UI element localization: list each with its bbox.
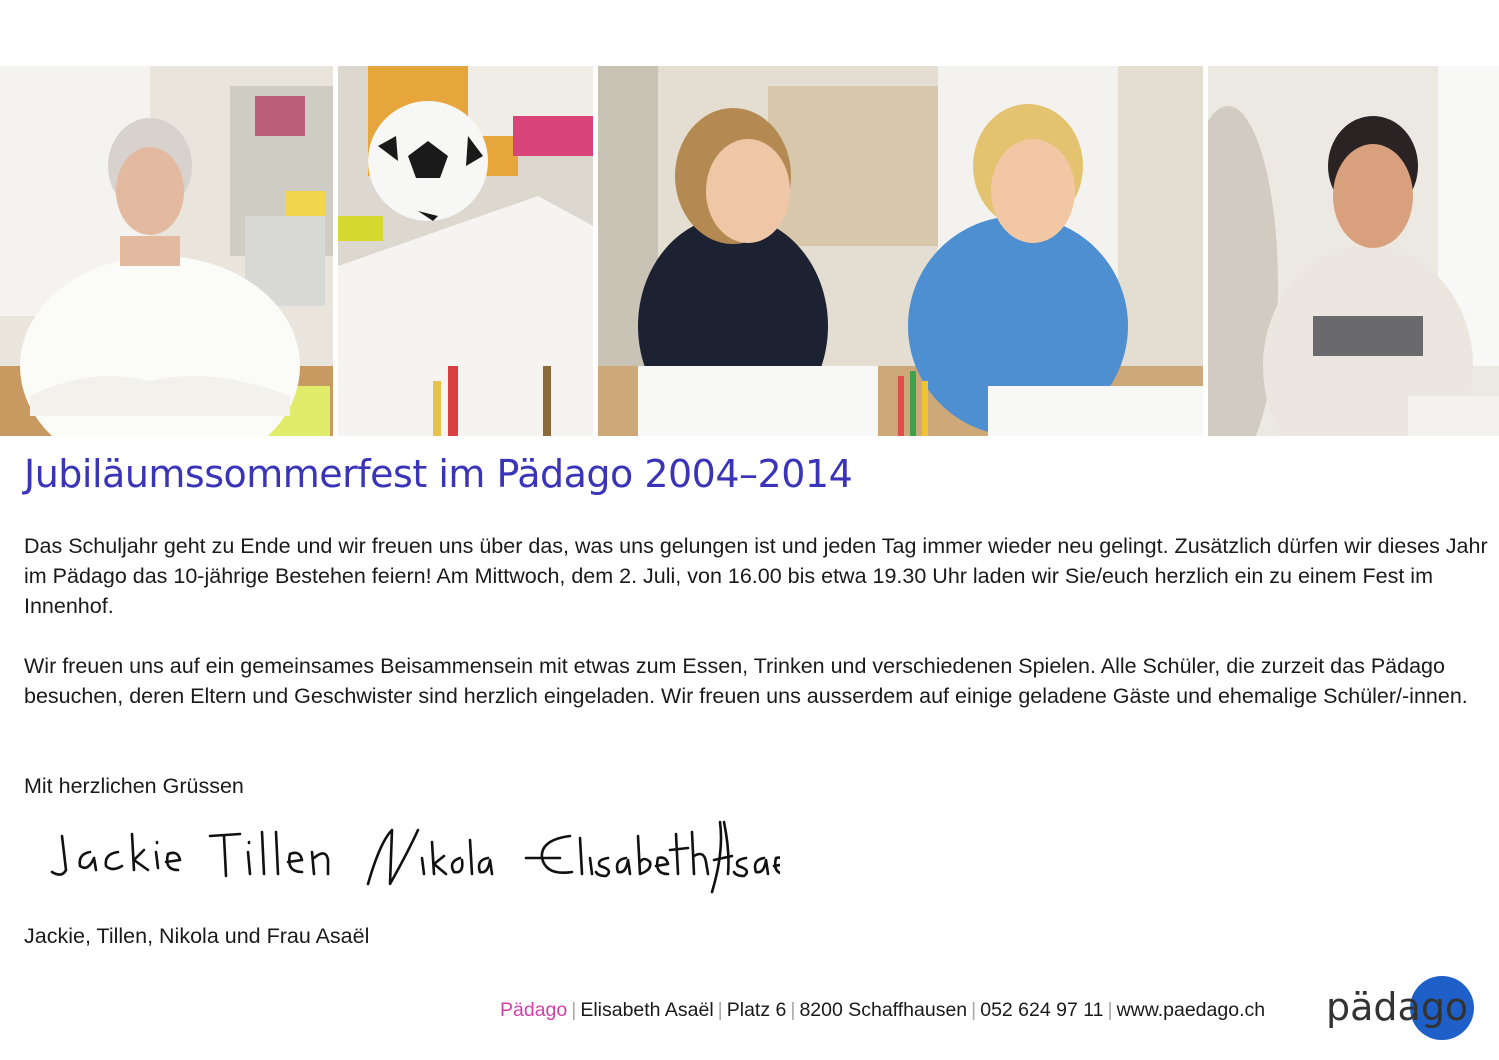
footer-separator: |	[971, 999, 977, 1021]
signature-elisabeth-asael	[526, 822, 780, 892]
photo-strip	[0, 66, 1499, 436]
footer-phone: 052 624 97 11	[980, 999, 1104, 1021]
footer-separator: |	[571, 999, 577, 1021]
footer-brand: Pädago	[500, 999, 568, 1021]
logo-text: pädago	[1326, 985, 1469, 1029]
smiling-young-man-photo	[1208, 66, 1499, 436]
signers-names: Jackie, Tillen, Nikola und Frau Asaël	[24, 924, 370, 948]
signature-nikola	[368, 830, 492, 884]
footer-city: 8200 Schaffhausen	[799, 999, 968, 1021]
teacher-portrait-photo	[0, 66, 333, 436]
footer-contact	[500, 999, 1265, 1022]
footer-website[interactable]: www.paedago.ch	[1116, 999, 1266, 1021]
paedago-logo	[1322, 974, 1482, 1040]
page-title: Jubiläumssommerfest im Pädago 2004–2014	[24, 452, 853, 496]
footer-separator: |	[717, 999, 723, 1021]
football-and-worksheet-photo	[338, 66, 593, 436]
details-paragraph: Wir freuen uns auf ein gemeinsames Beisammensein mit etwas zum Essen, Trinken und verschiedenen Spielen. Alle Schüler, die zurzeit das Pädago besuchen, deren Eltern und Geschwister sind herzlich eingeladen. Wir freuen uns ausserdem auf einige geladene Gäste und ehemalige Schüler/-innen.	[24, 654, 1468, 708]
signature-tillen	[210, 832, 328, 876]
greeting: Mit herzlichen Grüssen	[24, 774, 244, 798]
invitation-paragraph: Das Schuljahr geht zu Ende und wir freuen uns über das, was uns gelungen ist und jeden Tag immer wieder neu gelingt. Zusätzlich dürfen wir dieses Jahr im Pädago das 10-jährige Bestehen feiern! Am Mittwoch, dem 2. Juli, von 16.00 bis etwa 19.30 Uhr laden wir Sie/euch herzlich ein zu einem Fest im Innenhof.	[24, 534, 1488, 618]
footer-name: Elisabeth Asaël	[580, 999, 714, 1021]
handwritten-signatures	[40, 812, 780, 907]
two-boys-writing-photo	[598, 66, 1203, 436]
signature-jackie	[52, 834, 180, 875]
footer-separator: |	[790, 999, 796, 1021]
footer-separator: |	[1107, 999, 1113, 1021]
footer-street: Platz 6	[726, 999, 787, 1021]
